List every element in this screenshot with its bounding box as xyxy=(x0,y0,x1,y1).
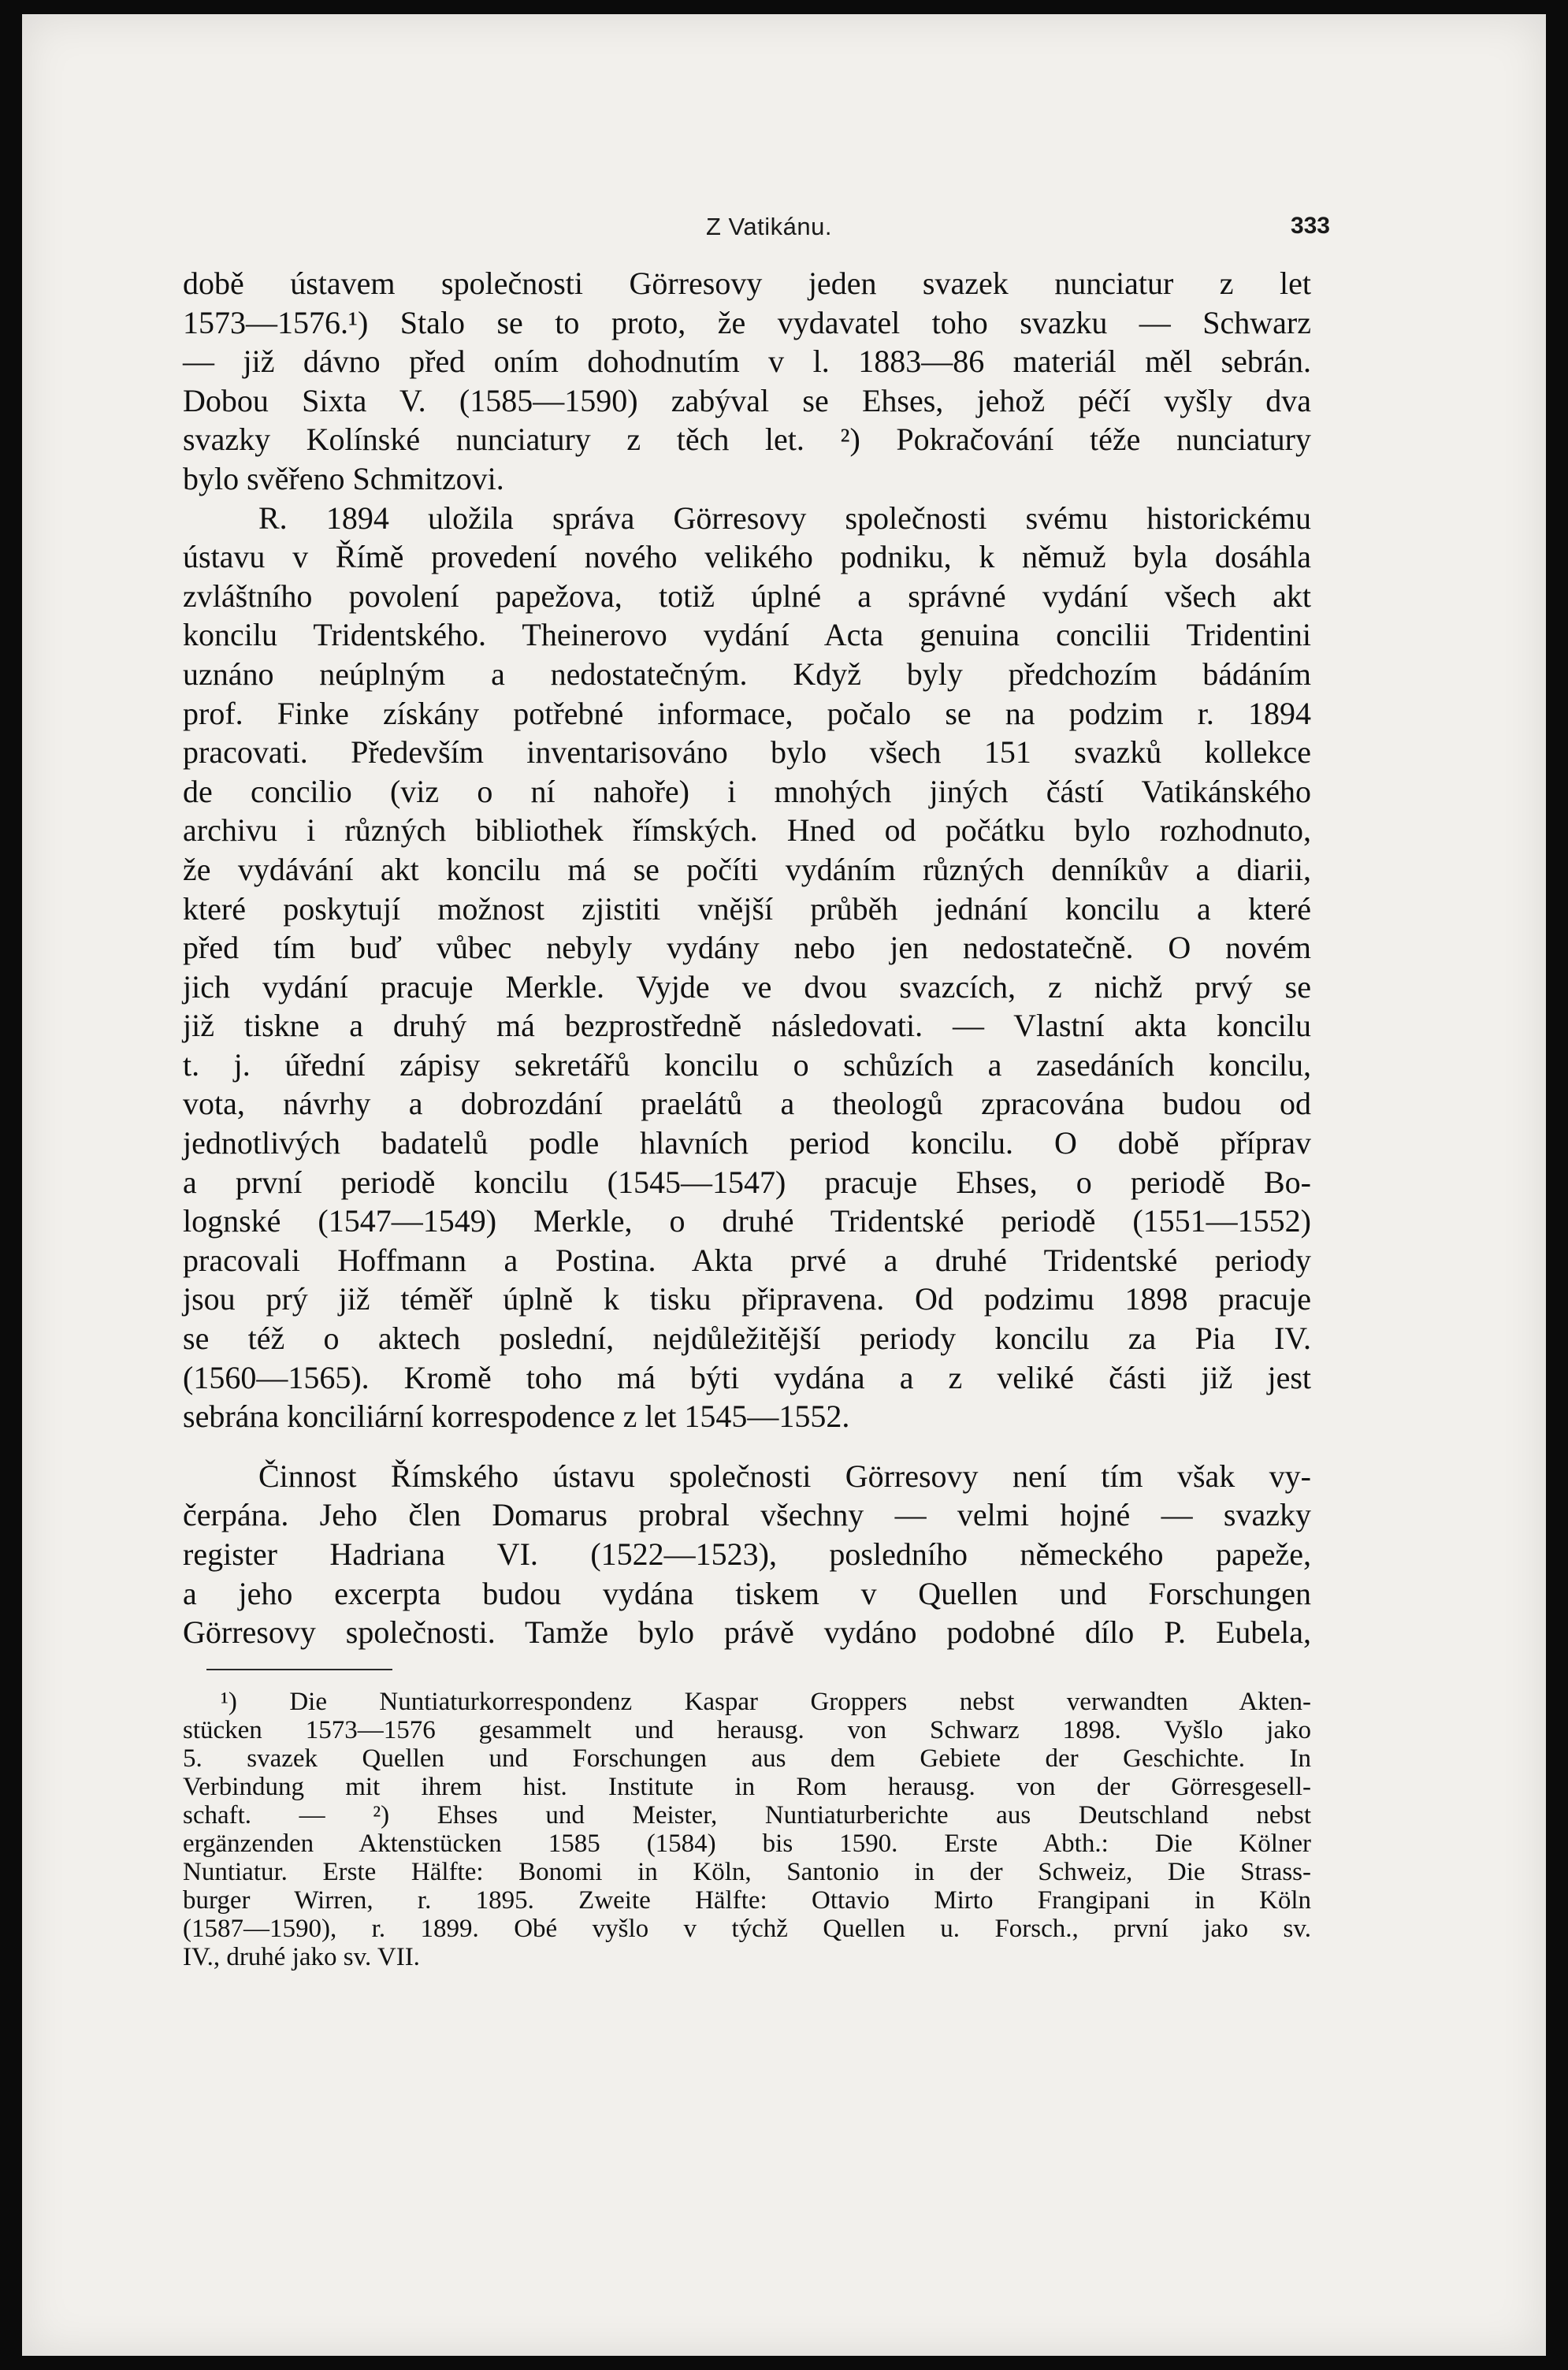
body-line: Činnost Římského ústavu společnosti Görresovy není tím však vy- xyxy=(258,1458,1311,1494)
body-line: vota, návrhy a dobrozdání praelátů a theologů zpracována budou od xyxy=(183,1086,1311,1122)
footnote-line: 5. svazek Quellen und Forschungen aus dem Gebiete der Geschichte. In xyxy=(183,1744,1311,1773)
body-line: již tiskne a druhý má bezprostředně následovati. — Vlastní akta koncilu xyxy=(183,1008,1311,1044)
body-line: bylo svěřeno Schmitzovi. xyxy=(183,460,504,496)
body-line: jich vydání pracuje Merkle. Vyjde ve dvou svazcích, z nichž prvý se xyxy=(183,968,1311,1005)
body-line: jsou prý již téměř úplně k tisku připravena. Od podzimu 1898 pracuje xyxy=(183,1281,1311,1317)
body-line: — již dávno před oním dohodnutím v l. 1883—86 materiál měl sebrán. xyxy=(183,344,1311,380)
body-line: (1560—1565). Kromě toho má býti vydána a z veliké části již jest xyxy=(183,1359,1311,1395)
footnote-line: (1587—1590), r. 1899. Obé vyšlo v týchž Quellen u. Forsch., první jako sv. xyxy=(183,1915,1311,1943)
body-line: zvláštního povolení papežova, totiž úplné a správné vydání všech akt xyxy=(183,578,1311,614)
body-line: Görresovy společnosti. Tamže bylo právě vydáno podobné dílo P. Eubela, xyxy=(183,1614,1311,1651)
body-line: koncilu Tridentského. Theinerovo vydání Acta genuina concilii Tridentini xyxy=(183,617,1311,653)
body-line: pracovati. Především inventarisováno bylo všech 151 svazků kollekce xyxy=(183,734,1311,771)
body-line: ústavu v Římě provedení nového velikého podniku, k němuž byla dosáhla xyxy=(183,539,1311,575)
body-line: prof. Finke získány potřebné informace, počalo se na podzim r. 1894 xyxy=(183,695,1311,731)
footnote-line: stücken 1573—1576 gesammelt und herausg. von Schwarz 1898. Vyšlo jako xyxy=(183,1716,1311,1744)
body-line: register Hadriana VI. (1522—1523), posledního německého papeže, xyxy=(183,1536,1311,1572)
body-line: lognské (1547—1549) Merkle, o druhé Tridentské periodě (1551—1552) xyxy=(183,1203,1311,1239)
body-line: době ústavem společnosti Görresovy jeden svazek nunciatur z let xyxy=(183,266,1311,301)
footnote-line: ¹) Die Nuntiaturkorrespondenz Kaspar Groppers nebst verwandten Akten- xyxy=(221,1688,1311,1716)
footnote-line: burger Wirren, r. 1895. Zweite Hälfte: Ottavio Mirto Frangipani in Köln xyxy=(183,1886,1311,1915)
body-line: R. 1894 uložila správa Görresovy společnosti svému historickému xyxy=(258,500,1311,536)
body-line: čerpána. Jeho člen Domarus probral všechny — velmi hojné — svazky xyxy=(183,1497,1311,1533)
body-line: t. j. úřední zápisy sekretářů koncilu o schůzích a zasedáních koncilu, xyxy=(183,1046,1311,1083)
body-line: de concilio (viz o ní nahoře) i mnohých jiných částí Vatikánského xyxy=(183,773,1311,809)
body-line: archivu i různých bibliothek římských. Hned od počátku bylo rozhodnuto, xyxy=(183,812,1311,849)
body-text xyxy=(183,264,1311,1652)
body-line: 1573—1576.¹) Stalo se to proto, že vydavatel toho svazku — Schwarz xyxy=(183,304,1311,340)
running-title: Z Vatikánu. xyxy=(705,213,832,240)
paragraph-gap xyxy=(183,1436,1311,1457)
footnote-rule xyxy=(206,1669,392,1670)
footnotes xyxy=(183,1688,1311,1971)
footnote-line: IV., druhé jako sv. VII. xyxy=(183,1943,420,1971)
page-header xyxy=(205,213,1333,244)
body-line: a první periodě koncilu (1545—1547) pracuje Ehses, o periodě Bo- xyxy=(183,1164,1311,1200)
body-line: sebrána konciliární korrespodence z let 1545—1552. xyxy=(183,1399,850,1435)
footnote-line: Nuntiatur. Erste Hälfte: Bonomi in Köln, Santonio in der Schweiz, Die Strass- xyxy=(183,1858,1311,1886)
body-line: pracovali Hoffmann a Postina. Akta prvé a druhé Tridentské periody xyxy=(183,1242,1311,1278)
body-line: které poskytují možnost zjistiti vnější průběh jednání koncilu a které xyxy=(183,890,1311,927)
footnote-line: schaft. — ²) Ehses und Meister, Nuntiaturberichte aus Deutschland nebst xyxy=(183,1801,1311,1830)
page-number: 333 xyxy=(1290,213,1330,239)
body-line: Dobou Sixta V. (1585—1590) zabýval se Ehses, jehož péčí vyšly dva xyxy=(183,382,1311,418)
body-line: se též o aktech poslední, nejdůležitější periody koncilu za Pia IV. xyxy=(183,1321,1311,1357)
footnote-line: ergänzenden Aktenstücken 1585 (1584) bis 1590. Erste Abth.: Die Kölner xyxy=(183,1830,1311,1858)
body-line: uznáno neúplným a nedostatečným. Když byly předchozím bádáním xyxy=(183,656,1311,692)
body-line: že vydávání akt koncilu má se počíti vydáním různých denníkův a diarii, xyxy=(183,851,1311,887)
body-line: svazky Kolínské nunciatury z těch let. ²) Pokračování téže nunciatury xyxy=(183,422,1311,458)
footnote-line: Verbindung mit ihrem hist. Institute in Rom herausg. von der Görresgesell- xyxy=(183,1773,1311,1801)
body-line: a jeho excerpta budou vydána tiskem v Quellen und Forschungen xyxy=(183,1575,1311,1611)
body-line: jednotlivých badatelů podle hlavních period koncilu. O době příprav xyxy=(183,1125,1311,1161)
body-line: před tím buď vůbec nebyly vydány nebo jen nedostatečně. O novém xyxy=(183,930,1311,966)
